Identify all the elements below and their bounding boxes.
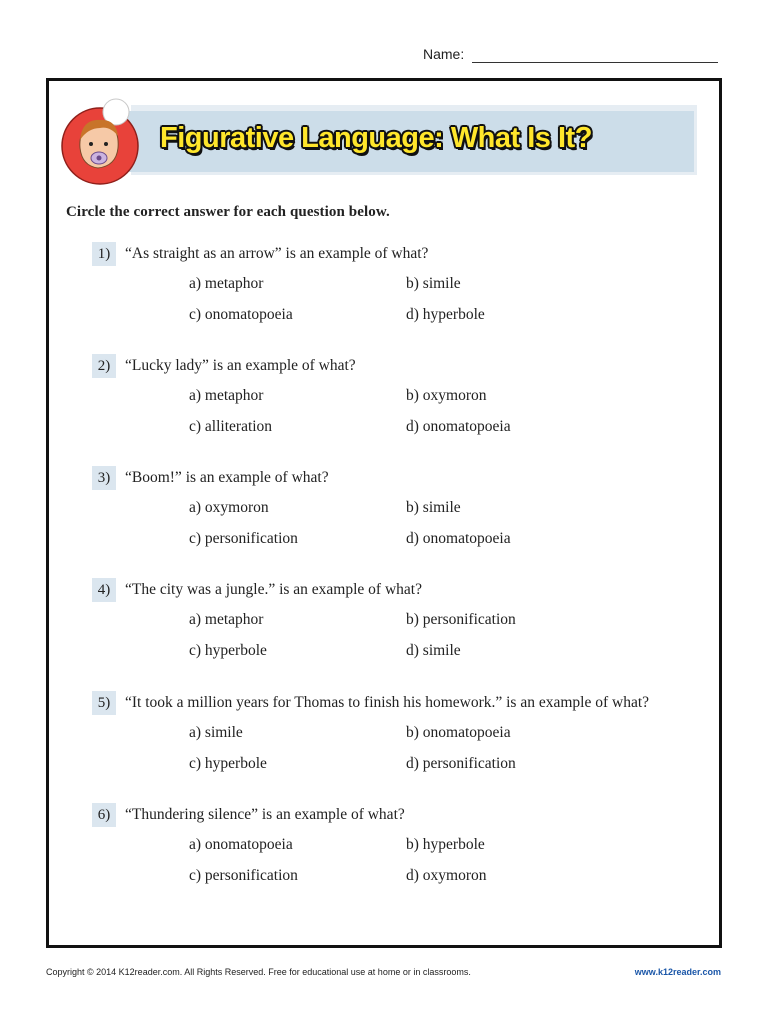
answer-option-b[interactable]: b) onomatopoeia: [406, 724, 511, 741]
name-label: Name:: [423, 46, 465, 62]
question-1: [92, 242, 712, 342]
answer-option-a[interactable]: a) oxymoron: [189, 499, 269, 516]
answer-option-b[interactable]: b) personification: [406, 611, 516, 628]
question-number: 6): [92, 803, 116, 827]
question-text: “Lucky lady” is an example of what?: [125, 357, 356, 374]
question-4: [92, 578, 712, 678]
question-number: 3): [92, 466, 116, 490]
answer-option-a[interactable]: a) metaphor: [189, 611, 264, 628]
answer-option-b[interactable]: b) simile: [406, 499, 461, 516]
answer-option-b[interactable]: b) oxymoron: [406, 387, 487, 404]
question-text: “As straight as an arrow” is an example of what?: [125, 245, 429, 262]
answer-option-d[interactable]: d) onomatopoeia: [406, 530, 511, 547]
answer-option-c[interactable]: c) hyperbole: [189, 755, 267, 772]
answer-option-c[interactable]: c) hyperbole: [189, 642, 267, 659]
question-text: “It took a million years for Thomas to finish his homework.” is an example of what?: [125, 694, 650, 711]
instruction-text: Circle the correct answer for each question below.: [66, 204, 390, 220]
question-number: 4): [92, 578, 116, 602]
answer-option-a[interactable]: a) simile: [189, 724, 243, 741]
answer-option-d[interactable]: d) simile: [406, 642, 461, 659]
name-underline[interactable]: [472, 62, 718, 63]
site-link[interactable]: www.k12reader.com: [634, 967, 721, 977]
question-number: 2): [92, 354, 116, 378]
question-number: 5): [92, 691, 116, 715]
answer-option-d[interactable]: d) onomatopoeia: [406, 418, 511, 435]
answer-option-c[interactable]: c) personification: [189, 530, 298, 547]
answer-option-b[interactable]: b) hyperbole: [406, 836, 485, 853]
answer-option-b[interactable]: b) simile: [406, 275, 461, 292]
baby-with-pacifier-logo-icon: [58, 96, 142, 188]
copyright-footer: Copyright © 2014 K12reader.com. All Rights Reserved. Free for educational use at home or in classrooms.: [46, 967, 471, 977]
question-text: “Boom!” is an example of what?: [125, 469, 329, 486]
question-5: [92, 691, 712, 791]
answer-option-d[interactable]: d) hyperbole: [406, 306, 485, 323]
question-2: [92, 354, 712, 454]
worksheet-title: Figurative Language: What Is It?: [160, 122, 592, 154]
question-3: [92, 466, 712, 566]
answer-option-a[interactable]: a) metaphor: [189, 387, 264, 404]
answer-option-a[interactable]: a) metaphor: [189, 275, 264, 292]
answer-option-c[interactable]: c) personification: [189, 867, 298, 884]
question-6: [92, 803, 712, 903]
question-text: “Thundering silence” is an example of what?: [125, 806, 405, 823]
answer-option-c[interactable]: c) alliteration: [189, 418, 273, 435]
question-text: “The city was a jungle.” is an example of what?: [125, 581, 422, 598]
question-number: 1): [92, 242, 116, 266]
answer-option-d[interactable]: d) oxymoron: [406, 867, 487, 884]
answer-option-d[interactable]: d) personification: [406, 755, 516, 772]
answer-option-c[interactable]: c) onomatopoeia: [189, 306, 293, 323]
answer-option-a[interactable]: a) onomatopoeia: [189, 836, 293, 853]
